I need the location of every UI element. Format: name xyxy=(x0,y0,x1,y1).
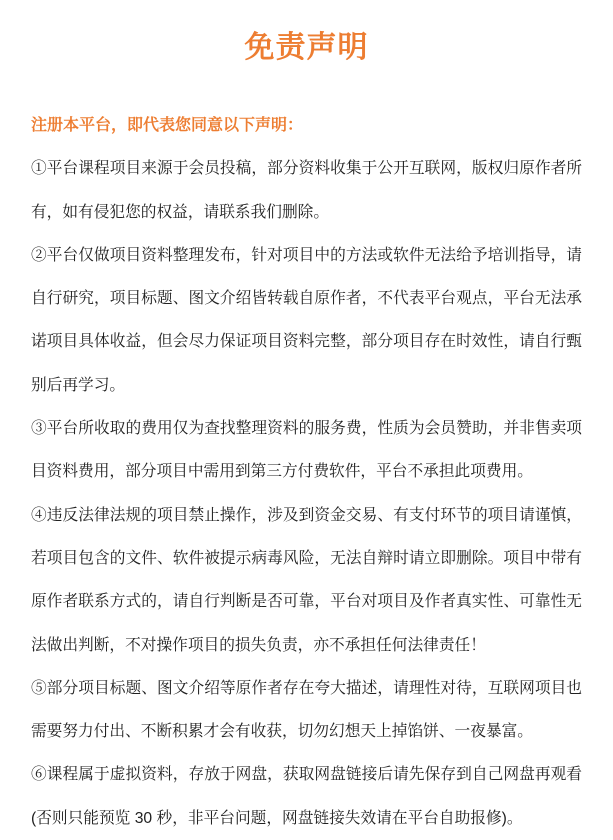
disclaimer-paragraph: ③平台所收取的费用仅为查找整理资料的服务费，性质为会员赞助，并非售卖项目资料费用，部分项目中需用到第三方付费软件，平台不承担此项费用。 xyxy=(31,420,582,481)
disclaimer-paragraph-list xyxy=(31,147,582,840)
intro-statement: 注册本平台，即代表您同意以下声明： xyxy=(31,117,304,134)
disclaimer-paragraph: ②平台仅做项目资料整理发布，针对项目中的方法或软件无法给予培训指导，请自行研究，项目标题、图文介绍皆转载自原作者，不代表平台观点，平台无法承诺项目具体收益，但会尽力保证项目资料完整，部分项目存在时效性，请自行甄别后再学习。 xyxy=(31,246,582,394)
disclaimer-paragraph: ①平台课程项目来源于会员投稿，部分资料收集于公开互联网，版权归原作者所有，如有侵犯您的权益，请联系我们删除。 xyxy=(31,160,582,221)
disclaimer-paragraph: ④违反法律法规的项目禁止操作，涉及到资金交易、有支付环节的项目请谨慎，若项目包含的文件、软件被提示病毒风险，无法自辩时请立即删除。项目中带有原作者联系方式的，请自行判断是否可靠，平台对项目及作者真实性、可靠性无法做出判断，不对操作项目的损失负责，亦不承担任何法律责任！ xyxy=(31,506,582,654)
page-title: 免责声明 xyxy=(244,31,369,64)
disclaimer-paragraph: ⑥课程属于虚拟资料，存放于网盘，获取网盘链接后请先保存到自己网盘再观看(否则只能预览 30 秒，非平台问题，网盘链接失效请在平台自助报修)。 xyxy=(31,766,582,827)
disclaimer-paragraph: ⑤部分项目标题、图文介绍等原作者存在夸大描述，请理性对待，互联网项目也需要努力付出、不断积累才会有收获，切勿幻想天上掉馅饼、一夜暴富。 xyxy=(31,679,582,741)
